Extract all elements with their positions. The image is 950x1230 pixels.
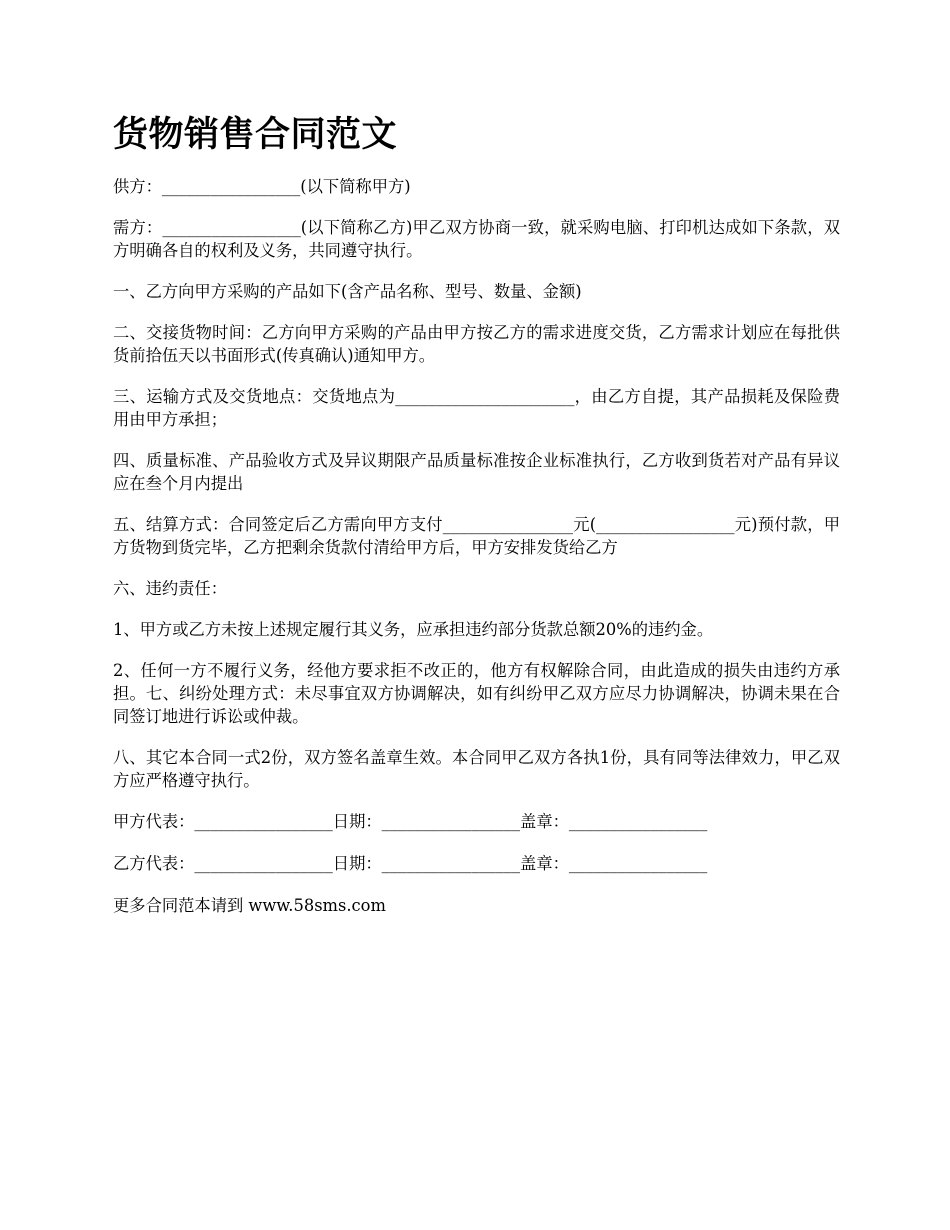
clause-5-settlement: 五、结算方式：合同签定后乙方需向甲方支付________________元(_________________元)预付款，甲方货物到货完毕，乙方把剩余货款付清给甲方后，甲方安排发货给乙方 <box>113 515 840 557</box>
footer-note: 更多合同范本请到 www.58sms.com <box>113 896 386 915</box>
liability-item-2: 2、任何一方不履行义务，经他方要求拒不改正的，他方有权解除合同，由此造成的损失由违约方承担。七、纠纷处理方式：未尽事宜双方协调解决，如有纠纷甲乙双方应尽力协调解决，协调未果在合同签订地进行诉讼或仲裁。 <box>113 661 840 726</box>
clause-8-other: 八、其它本合同一式2份，双方签名盖章生效。本合同甲乙双方各执1份，具有同等法律效力，甲乙双方应严格遵守执行。 <box>113 748 840 790</box>
buyer-line: 需方：_________________(以下简称乙方)甲乙双方协商一致，就采购电脑、打印机达成如下条款，双方明确各自的权利及义务，共同遵守执行。 <box>113 218 840 260</box>
clause-6-liability-heading: 六、违约责任： <box>113 579 227 598</box>
liability-item-1: 1、甲方或乙方未按上述规定履行其义务，应承担违约部分货款总额20%的违约金。 <box>113 620 714 639</box>
party-a-signature-line: 甲方代表：_________________日期：_________________盖章：_________________ <box>113 812 708 831</box>
clause-2-delivery-time: 二、交接货物时间：乙方向甲方采购的产品由甲方按乙方的需求进度交货，乙方需求计划应在每批供货前拾伍天以书面形式(传真确认)通知甲方。 <box>113 323 840 365</box>
party-b-signature-line: 乙方代表：_________________日期：_________________盖章：_________________ <box>113 854 708 873</box>
document-title: 货物销售合同范文 <box>113 115 398 155</box>
clause-1-products: 一、乙方向甲方采购的产品如下(含产品名称、型号、数量、金额) <box>113 282 582 301</box>
document-page <box>113 112 840 935</box>
supplier-line: 供方：_________________(以下简称甲方) <box>113 177 411 196</box>
clause-3-transport: 三、运输方式及交货地点：交货地点为______________________，由乙方自提，其产品损耗及保险费用由甲方承担； <box>113 387 840 429</box>
clause-4-quality: 四、质量标准、产品验收方式及异议期限产品质量标准按企业标准执行，乙方收到货若对产品有异议应在叁个月内提出 <box>113 451 840 493</box>
